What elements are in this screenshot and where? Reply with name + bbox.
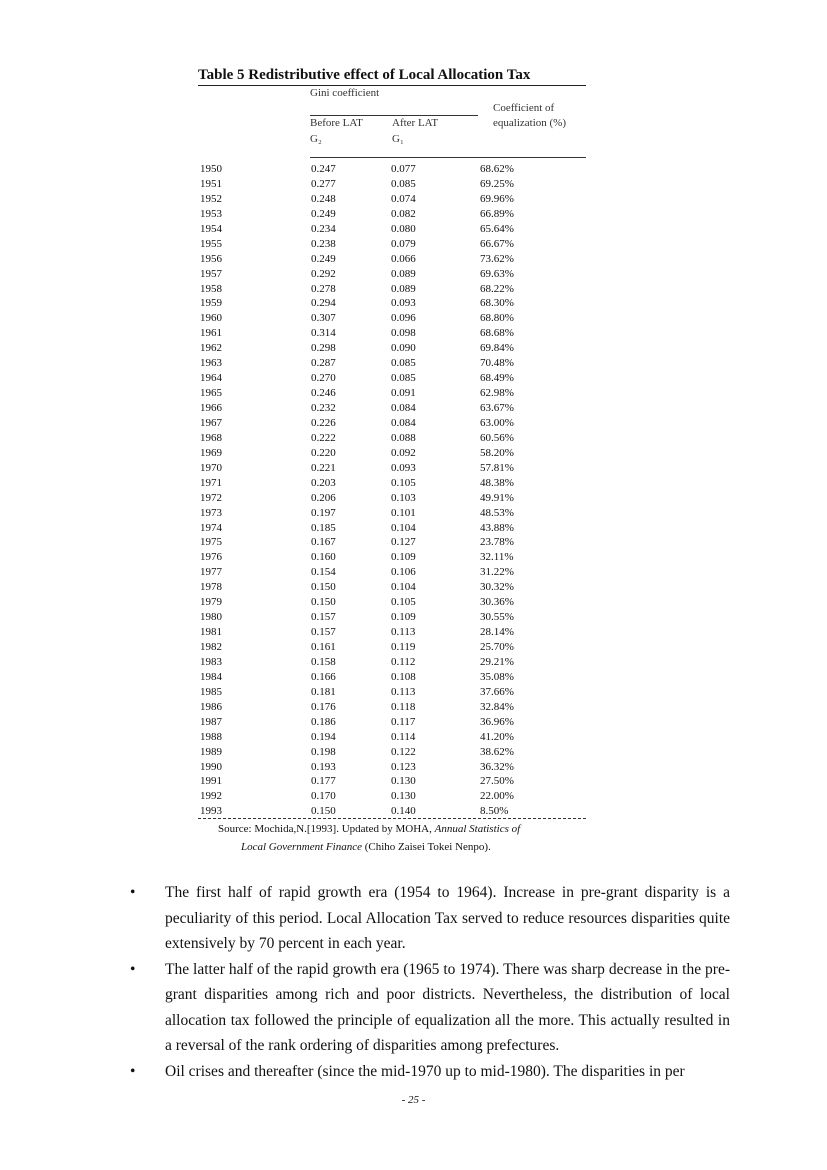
coefficient-cell: 31.22% xyxy=(480,566,514,579)
table-row xyxy=(200,625,590,640)
before-lat-cell: 0.150 xyxy=(311,596,336,609)
year-cell: 1957 xyxy=(200,267,222,280)
page-number: - 25 - xyxy=(401,1094,426,1106)
after-lat-cell: 0.122 xyxy=(391,745,416,758)
table-row xyxy=(200,296,590,311)
after-lat-cell: 0.098 xyxy=(391,327,416,340)
coefficient-cell: 38.62% xyxy=(480,745,514,758)
year-cell: 1962 xyxy=(200,342,222,355)
table-row xyxy=(200,745,590,760)
coefficient-header-line2: equalization (%) xyxy=(493,117,566,129)
after-lat-cell: 0.082 xyxy=(391,207,416,220)
table-row xyxy=(200,282,590,297)
column-header-rule xyxy=(310,157,586,158)
year-cell: 1966 xyxy=(200,402,222,414)
bullet-text: The first half of rapid growth era (1954 to 1964). Increase in pre-grant disparity is a peculiarity of this period. Local Allocation Tax served to reduce resources disparities quite extensively by 70 percent in each year. xyxy=(165,884,730,952)
after-lat-cell: 0.130 xyxy=(391,775,416,788)
after-lat-cell: 0.080 xyxy=(391,222,416,235)
after-lat-header: After LAT xyxy=(392,117,439,129)
coefficient-cell: 35.08% xyxy=(480,670,514,683)
after-lat-cell: 0.079 xyxy=(391,237,416,250)
coefficient-cell: 57.81% xyxy=(480,461,514,474)
table-row xyxy=(200,730,590,745)
bullet-text: The latter half of the rapid growth era (1965 to 1974). There was sharp decrease in the pre-grant disparities among rich and poor districts. Nevertheless, the distribution of local allocation tax followed the principle of equalization all the more. This actually resulted in a reversal of the rank ordering of disparities among prefectures. xyxy=(165,960,730,1054)
after-lat-cell: 0.119 xyxy=(391,641,416,653)
after-lat-cell: 0.108 xyxy=(391,670,416,683)
table-row xyxy=(200,565,590,580)
table-row xyxy=(200,431,590,446)
coefficient-cell: 69.84% xyxy=(480,342,514,355)
year-cell: 1953 xyxy=(200,207,222,220)
after-lat-cell: 0.085 xyxy=(391,177,416,190)
coefficient-cell: 29.21% xyxy=(480,655,514,668)
table-row xyxy=(200,162,590,177)
table-row xyxy=(200,326,590,341)
before-lat-cell: 0.206 xyxy=(311,491,336,504)
table-row xyxy=(200,700,590,715)
after-lat-cell: 0.085 xyxy=(391,372,416,385)
after-lat-cell: 0.066 xyxy=(391,252,416,265)
after-lat-cell: 0.104 xyxy=(391,521,416,534)
coefficient-cell: 30.55% xyxy=(480,611,514,624)
table-row xyxy=(200,521,590,536)
after-lat-cell: 0.089 xyxy=(391,267,416,280)
year-cell: 1954 xyxy=(200,222,222,235)
before-lat-cell: 0.185 xyxy=(311,521,336,534)
before-lat-cell: 0.186 xyxy=(311,715,336,728)
after-lat-cell: 0.109 xyxy=(391,551,416,564)
coefficient-cell: 8.50% xyxy=(480,805,509,818)
table-row xyxy=(200,222,590,237)
before-lat-cell: 0.298 xyxy=(311,342,336,355)
after-lat-cell: 0.105 xyxy=(391,476,416,489)
coefficient-cell: 36.32% xyxy=(480,760,514,773)
before-lat-cell: 0.154 xyxy=(311,566,336,579)
before-lat-header: Before LAT xyxy=(310,117,363,129)
after-lat-cell: 0.109 xyxy=(391,611,416,624)
before-lat-cell: 0.221 xyxy=(311,461,336,474)
year-cell: 1981 xyxy=(200,626,222,639)
bullet-item xyxy=(130,880,730,957)
table-row xyxy=(200,655,590,670)
year-cell: 1977 xyxy=(200,566,222,579)
coefficient-cell: 69.25% xyxy=(480,177,514,190)
after-lat-cell: 0.092 xyxy=(391,446,416,459)
table-row xyxy=(200,550,590,565)
before-lat-cell: 0.181 xyxy=(311,685,336,698)
before-lat-cell: 0.157 xyxy=(311,611,336,624)
year-cell: 1965 xyxy=(200,387,222,400)
before-lat-cell: 0.198 xyxy=(311,745,336,758)
year-cell: 1955 xyxy=(200,237,222,250)
year-cell: 1967 xyxy=(200,416,222,429)
after-lat-cell: 0.077 xyxy=(391,163,416,175)
coefficient-header-line1: Coefficient of xyxy=(493,102,555,114)
table-body xyxy=(200,162,590,819)
year-cell: 1971 xyxy=(200,476,222,489)
coefficient-cell: 30.32% xyxy=(480,581,514,594)
coefficient-cell: 25.70% xyxy=(480,641,514,653)
year-cell: 1961 xyxy=(200,327,222,340)
before-lat-cell: 0.166 xyxy=(311,670,336,683)
coefficient-cell: 22.00% xyxy=(480,790,514,803)
before-lat-cell: 0.177 xyxy=(311,775,336,788)
after-lat-cell: 0.084 xyxy=(391,416,416,429)
coefficient-cell: 68.30% xyxy=(480,297,514,310)
year-cell: 1968 xyxy=(200,431,222,444)
year-cell: 1983 xyxy=(200,655,222,668)
after-lat-cell: 0.085 xyxy=(391,357,416,370)
year-cell: 1989 xyxy=(200,745,222,758)
source-note xyxy=(218,823,520,835)
coefficient-cell: 63.00% xyxy=(480,416,514,429)
table-row xyxy=(200,476,590,491)
bullet-item xyxy=(130,957,730,1059)
table-row xyxy=(200,371,590,386)
year-cell: 1958 xyxy=(200,282,222,295)
coefficient-cell: 65.64% xyxy=(480,222,514,235)
bullet-icon: • xyxy=(130,884,136,901)
coefficient-cell: 37.66% xyxy=(480,685,514,698)
coefficient-cell: 28.14% xyxy=(480,626,514,639)
after-lat-cell: 0.093 xyxy=(391,297,416,310)
year-cell: 1951 xyxy=(200,177,222,190)
after-lat-cell: 0.084 xyxy=(391,402,416,414)
year-cell: 1963 xyxy=(200,357,222,370)
gini-coefficient-header: Gini coefficient xyxy=(310,87,380,99)
after-lat-cell: 0.101 xyxy=(391,506,416,519)
table-row xyxy=(200,580,590,595)
table-row xyxy=(200,192,590,207)
coefficient-cell: 36.96% xyxy=(480,715,514,728)
coefficient-cell: 68.68% xyxy=(480,327,514,340)
year-cell: 1964 xyxy=(200,372,222,385)
year-cell: 1991 xyxy=(200,775,222,788)
coefficient-cell: 48.53% xyxy=(480,506,514,519)
table-row xyxy=(200,640,590,655)
coefficient-cell: 68.80% xyxy=(480,312,514,325)
before-lat-cell: 0.150 xyxy=(311,581,336,594)
table-row xyxy=(200,461,590,476)
table-row xyxy=(200,760,590,775)
before-lat-cell: 0.194 xyxy=(311,730,336,743)
coefficient-cell: 69.96% xyxy=(480,192,514,205)
before-lat-cell: 0.197 xyxy=(311,506,336,519)
after-lat-cell: 0.104 xyxy=(391,581,416,594)
before-lat-cell: 0.246 xyxy=(311,387,336,400)
coefficient-cell: 68.49% xyxy=(480,372,514,385)
coefficient-cell: 73.62% xyxy=(480,252,514,265)
year-cell: 1952 xyxy=(200,192,222,205)
year-cell: 1990 xyxy=(200,760,222,773)
before-lat-cell: 0.157 xyxy=(311,626,336,639)
table-row xyxy=(200,804,590,819)
table-row xyxy=(200,789,590,804)
year-cell: 1972 xyxy=(200,491,222,504)
table-row xyxy=(200,595,590,610)
after-lat-cell: 0.106 xyxy=(391,566,416,579)
coefficient-cell: 32.11% xyxy=(480,551,514,564)
table-row xyxy=(200,670,590,685)
year-cell: 1978 xyxy=(200,581,222,594)
year-cell: 1975 xyxy=(200,536,222,549)
table-title-rule xyxy=(198,85,586,86)
before-lat-cell: 0.234 xyxy=(311,222,336,235)
year-cell: 1960 xyxy=(200,312,222,325)
table-row xyxy=(200,446,590,461)
year-cell: 1984 xyxy=(200,670,222,683)
coefficient-cell: 58.20% xyxy=(480,446,514,459)
before-lat-cell: 0.287 xyxy=(311,357,336,370)
year-cell: 1992 xyxy=(200,790,222,803)
before-lat-cell: 0.158 xyxy=(311,655,336,668)
coefficient-cell: 62.98% xyxy=(480,387,514,400)
table-row xyxy=(200,401,590,416)
before-lat-cell: 0.249 xyxy=(311,207,336,220)
after-lat-cell: 0.118 xyxy=(391,700,416,713)
year-cell: 1950 xyxy=(200,163,222,175)
coefficient-cell: 27.50% xyxy=(480,775,514,788)
year-cell: 1985 xyxy=(200,685,222,698)
before-lat-cell: 0.247 xyxy=(311,163,336,175)
before-lat-cell: 0.307 xyxy=(311,312,336,325)
table-row xyxy=(200,506,590,521)
before-lat-cell: 0.238 xyxy=(311,237,336,250)
after-lat-cell: 0.089 xyxy=(391,282,416,295)
before-lat-cell: 0.203 xyxy=(311,476,336,489)
bullet-icon: • xyxy=(130,960,136,978)
after-lat-cell: 0.105 xyxy=(391,596,416,609)
coefficient-cell: 30.36% xyxy=(480,596,514,609)
table-row xyxy=(200,252,590,267)
bullet-icon: • xyxy=(130,1062,136,1080)
coefficient-cell: 69.63% xyxy=(480,267,514,280)
before-lat-cell: 0.161 xyxy=(311,641,336,653)
coefficient-cell: 60.56% xyxy=(480,431,514,444)
after-lat-cell: 0.123 xyxy=(391,760,416,773)
table-row xyxy=(200,685,590,700)
coefficient-cell: 41.20% xyxy=(480,730,514,743)
year-cell: 1993 xyxy=(200,805,222,818)
year-cell: 1973 xyxy=(200,506,222,519)
after-lat-cell: 0.096 xyxy=(391,312,416,325)
table-row xyxy=(200,774,590,789)
gini-header-rule xyxy=(310,115,478,116)
before-lat-cell: 0.292 xyxy=(311,267,336,280)
coefficient-cell: 70.48% xyxy=(480,357,514,370)
bullet-text: Oil crises and thereafter (since the mid-1970 up to mid-1980). The disparities in per xyxy=(165,1062,685,1080)
before-lat-cell: 0.278 xyxy=(311,282,336,295)
year-cell: 1980 xyxy=(200,611,222,624)
g1-symbol: G₁ xyxy=(392,133,404,145)
source-prefix: Source: Mochida,N.[1993]. Updated by MOHA, xyxy=(218,823,435,835)
coefficient-cell: 32.84% xyxy=(480,700,514,713)
year-cell: 1970 xyxy=(200,461,222,474)
table-row xyxy=(200,491,590,506)
before-lat-cell: 0.226 xyxy=(311,416,336,429)
after-lat-cell: 0.112 xyxy=(391,655,416,668)
before-lat-cell: 0.193 xyxy=(311,760,336,773)
after-lat-cell: 0.074 xyxy=(391,192,416,205)
table-bottom-rule xyxy=(198,818,586,819)
before-lat-cell: 0.277 xyxy=(311,177,336,190)
year-cell: 1956 xyxy=(200,252,222,265)
coefficient-cell: 68.62% xyxy=(480,163,514,175)
table-row xyxy=(200,177,590,192)
after-lat-cell: 0.127 xyxy=(391,536,416,549)
table-row xyxy=(200,207,590,222)
source-note-continued xyxy=(241,841,491,853)
table-row xyxy=(200,267,590,282)
before-lat-cell: 0.314 xyxy=(311,327,336,340)
year-cell: 1987 xyxy=(200,715,222,728)
after-lat-cell: 0.113 xyxy=(391,685,416,698)
after-lat-cell: 0.113 xyxy=(391,626,416,639)
year-cell: 1979 xyxy=(200,596,222,609)
before-lat-cell: 0.248 xyxy=(311,192,336,205)
coefficient-cell: 66.67% xyxy=(480,237,514,250)
table-row xyxy=(200,715,590,730)
before-lat-cell: 0.294 xyxy=(311,297,336,310)
before-lat-cell: 0.150 xyxy=(311,805,336,818)
year-cell: 1976 xyxy=(200,551,222,564)
before-lat-cell: 0.270 xyxy=(311,372,336,385)
table-row xyxy=(200,535,590,550)
before-lat-cell: 0.160 xyxy=(311,551,336,564)
source-suffix: (Chiho Zaisei Tokei Nenpo). xyxy=(361,841,491,853)
before-lat-cell: 0.220 xyxy=(311,446,336,459)
source-publication: Annual Statistics of xyxy=(434,823,521,835)
g2-symbol: G₂ xyxy=(310,133,322,145)
coefficient-cell: 23.78% xyxy=(480,536,514,549)
after-lat-cell: 0.093 xyxy=(391,461,416,474)
after-lat-cell: 0.088 xyxy=(391,431,416,444)
year-cell: 1988 xyxy=(200,730,222,743)
year-cell: 1982 xyxy=(200,641,222,653)
coefficient-cell: 48.38% xyxy=(480,476,514,489)
after-lat-cell: 0.090 xyxy=(391,342,416,355)
before-lat-cell: 0.170 xyxy=(311,790,336,803)
coefficient-cell: 63.67% xyxy=(480,402,514,414)
before-lat-cell: 0.167 xyxy=(311,536,336,549)
before-lat-cell: 0.249 xyxy=(311,252,336,265)
before-lat-cell: 0.222 xyxy=(311,431,336,444)
after-lat-cell: 0.117 xyxy=(391,715,416,728)
before-lat-cell: 0.176 xyxy=(311,700,336,713)
after-lat-cell: 0.114 xyxy=(391,730,416,743)
source-publication-cont: Local Government Finance xyxy=(241,841,362,853)
after-lat-cell: 0.103 xyxy=(391,491,416,504)
table-row xyxy=(200,610,590,625)
before-lat-cell: 0.232 xyxy=(311,402,336,414)
year-cell: 1986 xyxy=(200,700,222,713)
year-cell: 1959 xyxy=(200,297,222,310)
bullet-list xyxy=(130,880,730,1084)
table-row xyxy=(200,356,590,371)
table-row xyxy=(200,416,590,431)
coefficient-cell: 68.22% xyxy=(480,282,514,295)
year-cell: 1974 xyxy=(200,521,222,534)
after-lat-cell: 0.140 xyxy=(391,805,416,818)
table-row xyxy=(200,311,590,326)
after-lat-cell: 0.130 xyxy=(391,790,416,803)
table-title: Table 5 Redistributive effect of Local Allocation Tax xyxy=(198,67,531,83)
table-row xyxy=(200,341,590,356)
bullet-item xyxy=(130,1059,730,1085)
coefficient-cell: 49.91% xyxy=(480,491,514,504)
after-lat-cell: 0.091 xyxy=(391,387,416,400)
table-row xyxy=(200,386,590,401)
coefficient-cell: 43.88% xyxy=(480,521,514,534)
table-row xyxy=(200,237,590,252)
coefficient-cell: 66.89% xyxy=(480,207,514,220)
year-cell: 1969 xyxy=(200,446,222,459)
